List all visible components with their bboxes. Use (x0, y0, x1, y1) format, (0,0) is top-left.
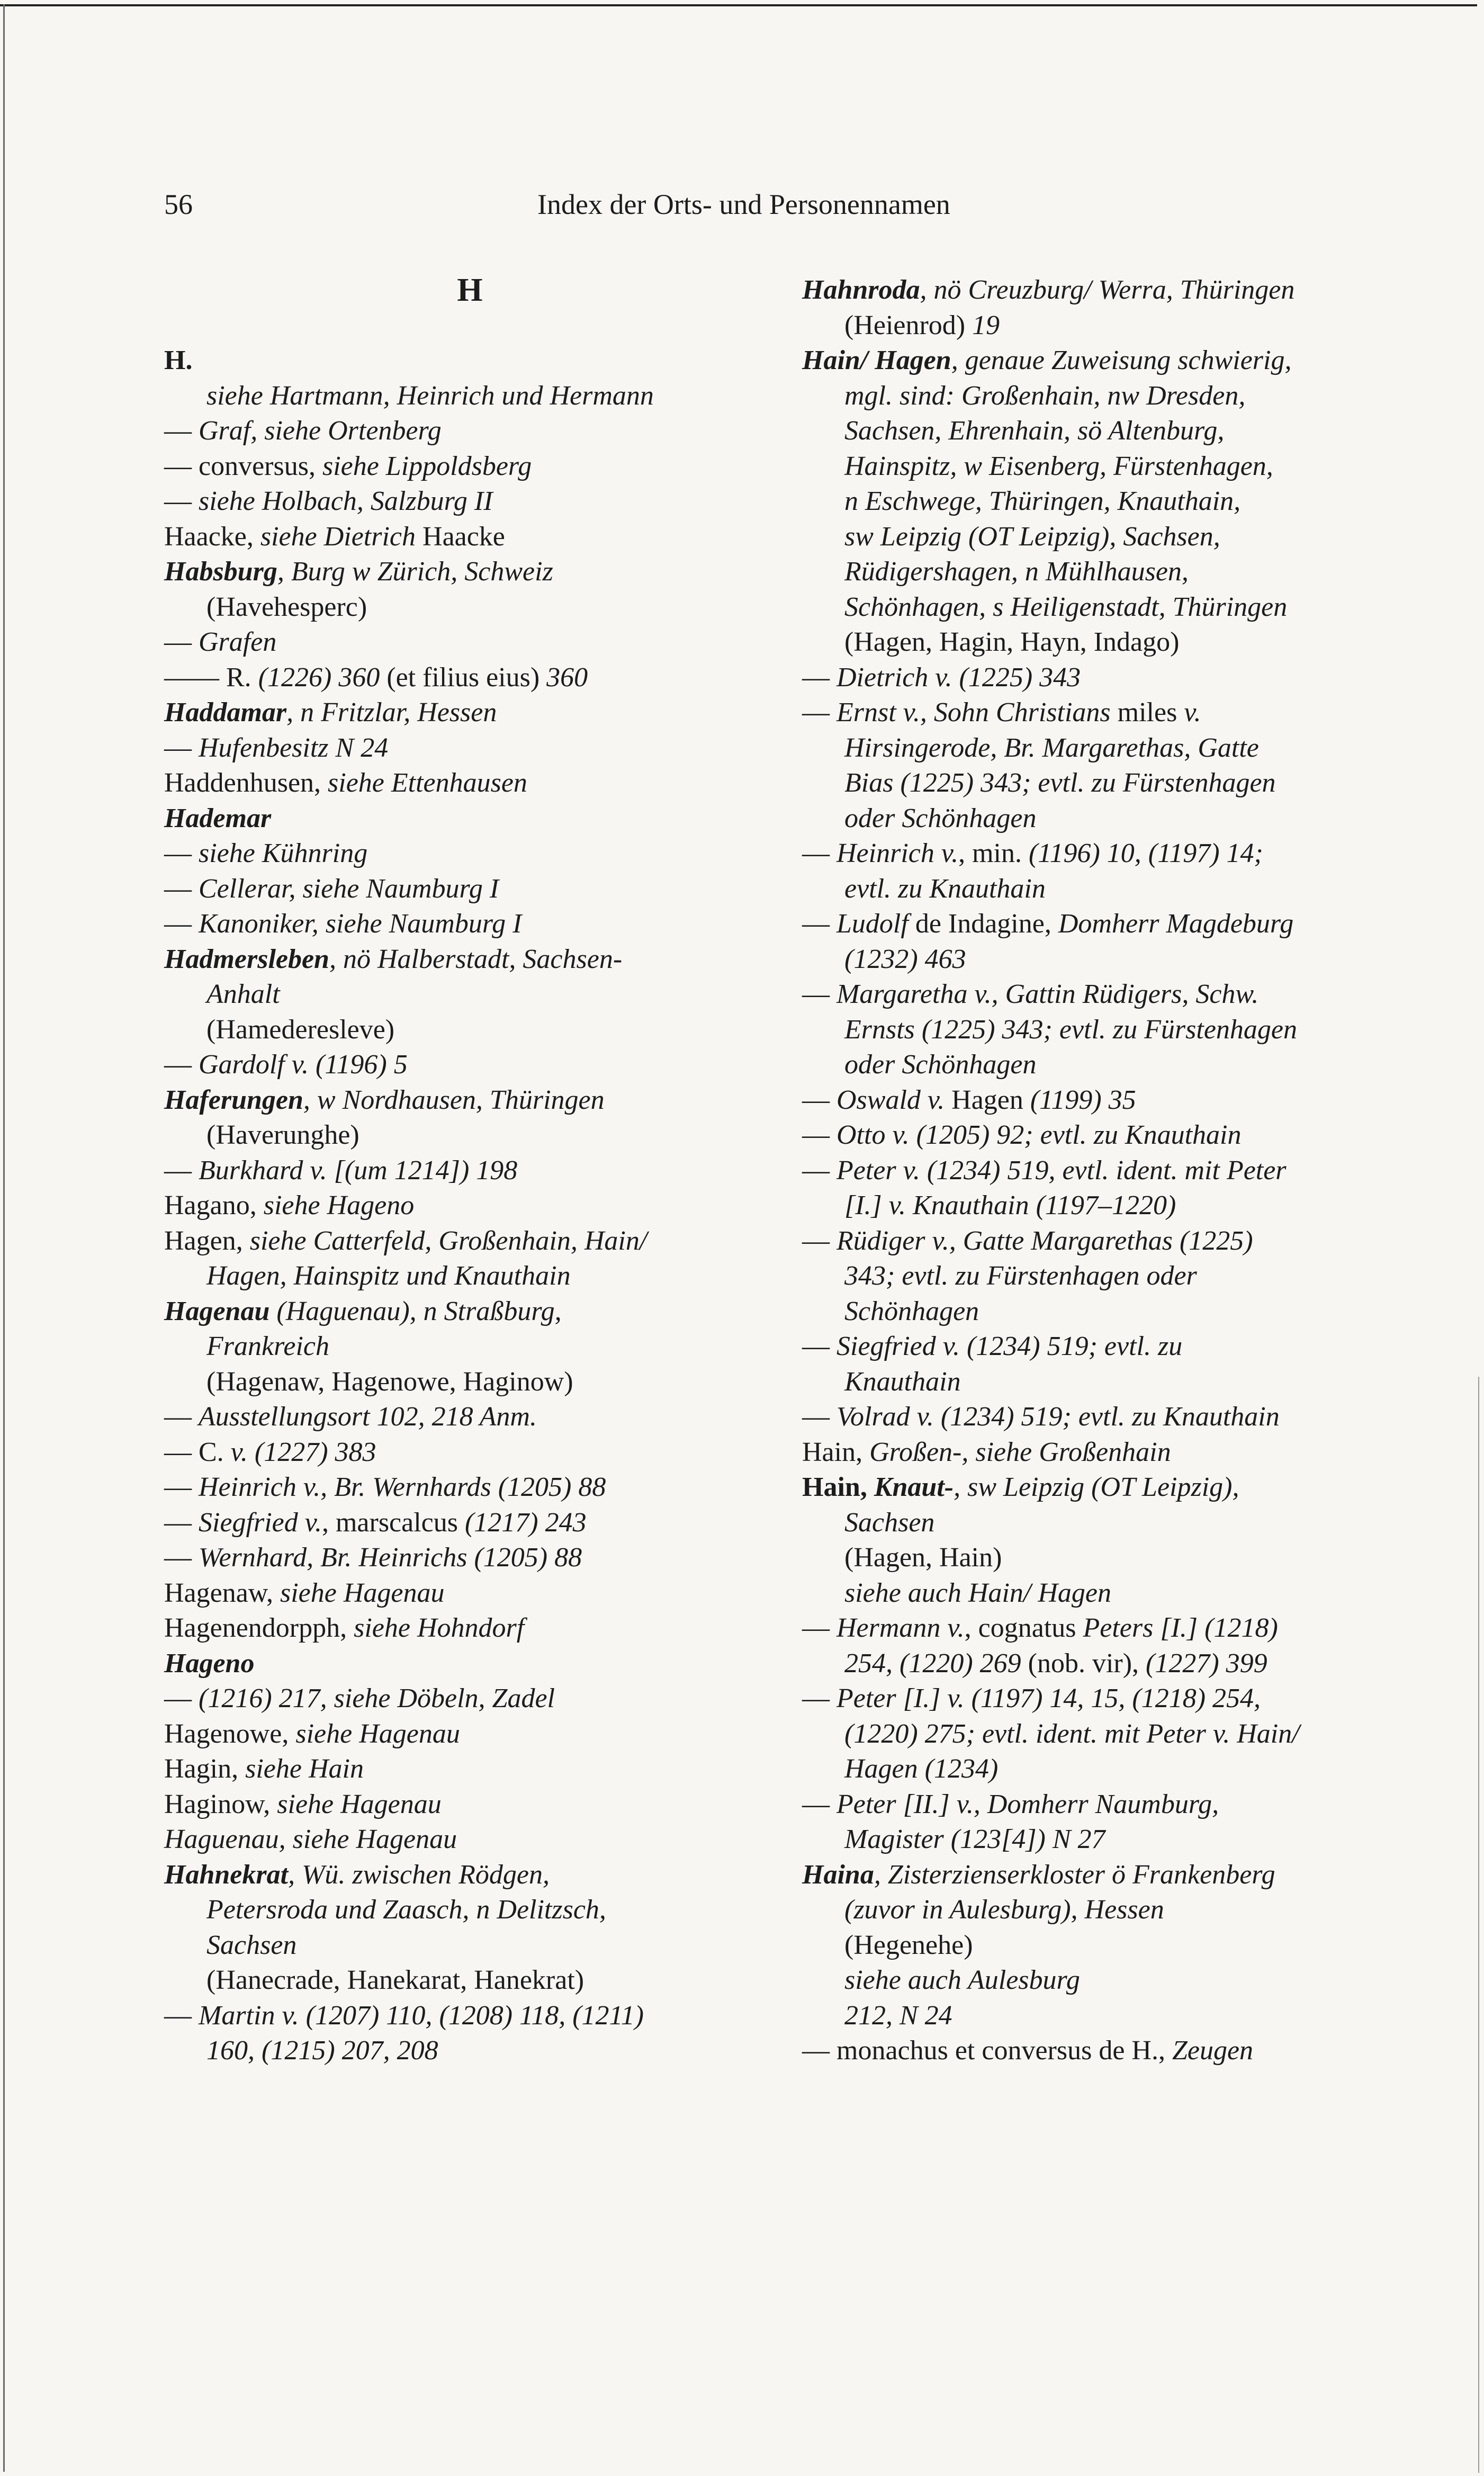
index-text: Volrad v. (1234) 519; evtl. zu Knauthain (837, 1402, 1280, 1432)
index-text: siehe Lippoldsberg (322, 451, 532, 481)
index-text: siehe Catterfeld, Großenhain, Hain/ (249, 1225, 647, 1256)
index-line (164, 1892, 712, 1928)
index-text: — (802, 909, 837, 939)
index-text: [I.] v. Knauthain (1197–1220) (844, 1190, 1176, 1221)
index-line (164, 1224, 712, 1259)
index-line (802, 1435, 1332, 1470)
index-text: (1220) 275; evtl. ident. mit Peter v. Hain/ (844, 1718, 1300, 1749)
index-text: Sachsen (844, 1507, 935, 1538)
index-line (802, 660, 1332, 696)
index-line (164, 1365, 712, 1400)
index-line (164, 1681, 712, 1717)
index-text: Peter [I.] v. (1197) 14, 15, (1218) 254, (837, 1683, 1261, 1714)
index-line (164, 1717, 712, 1752)
index-text: Burkhard v. [(um 1214]) 198 (199, 1155, 518, 1186)
index-text: Bias (1225) 343; evtl. zu Fürstenhagen (844, 768, 1276, 798)
index-text: (nob. vir), (1021, 1648, 1146, 1679)
index-line (164, 1752, 712, 1787)
index-line (802, 1470, 1332, 1505)
index-line (802, 1822, 1332, 1858)
index-text: Grafen (199, 627, 277, 657)
index-text: (Haverunghe) (206, 1120, 359, 1150)
index-text: , min. (958, 838, 1029, 868)
index-line (164, 695, 712, 731)
index-text: — (164, 1683, 199, 1714)
index-text: — (802, 697, 837, 728)
index-text: Hagen, (164, 1225, 250, 1256)
index-text: siehe Hagenau (277, 1789, 442, 1819)
index-line (802, 1047, 1332, 1083)
index-text: — C. (164, 1437, 231, 1467)
index-text: — (164, 486, 199, 516)
index-text: (Havehesperc) (206, 591, 367, 622)
index-text: Haferungen (164, 1084, 303, 1115)
index-text: Heinrich v. (837, 838, 959, 868)
index-text: siehe Holbach, Salzburg II (199, 486, 493, 516)
index-text: (zuvor in Aulesburg), Hessen (844, 1895, 1164, 1925)
index-line (164, 836, 712, 872)
index-text: Rüdigershagen, n Mühlhausen, (844, 557, 1189, 587)
index-line (802, 1505, 1332, 1541)
index-line (802, 1963, 1332, 1998)
right-page-edge (1478, 1377, 1479, 2473)
index-text: (Hegenehe) (844, 1930, 973, 1960)
index-text: Hagen, Hainspitz und Knauthain (206, 1261, 571, 1291)
index-text: Knauthain (844, 1366, 961, 1397)
index-line (164, 1400, 712, 1435)
index-line (802, 942, 1332, 977)
index-text: Hagano, (164, 1190, 264, 1221)
index-text: Ausstellungsort 102, 218 Anm. (199, 1402, 537, 1432)
index-text: , Zisterzienserkloster ö Frankenberg (874, 1859, 1275, 1890)
index-text: Cellerar, siehe Naumburg I (199, 873, 499, 904)
index-text: Hahnekrat (164, 1859, 289, 1890)
index-text: — (164, 873, 199, 904)
index-text: oder Schönhagen (844, 1049, 1037, 1080)
index-line (164, 449, 712, 485)
index-text: Hirsingerode, Br. Margarethas, Gatte (844, 732, 1259, 763)
index-text: v. (1227) 383 (230, 1437, 376, 1467)
index-line (164, 1259, 712, 1294)
index-text: Habsburg (164, 557, 277, 587)
index-line (164, 1435, 712, 1470)
index-line (164, 907, 712, 942)
index-text: , marscalcus (321, 1507, 465, 1538)
index-line (802, 836, 1332, 872)
index-line (802, 907, 1332, 942)
index-line (164, 1470, 712, 1505)
index-line (164, 1012, 712, 1048)
index-text: — (802, 662, 837, 693)
index-text: Haguenau, siehe Hagenau (164, 1824, 457, 1854)
index-line (802, 977, 1332, 1012)
index-text: (1226) 360 (258, 662, 380, 693)
index-text: de Indagine, (908, 909, 1058, 939)
index-line (164, 942, 712, 977)
index-text: Domherr Magdeburg (1058, 909, 1294, 939)
index-line (802, 414, 1332, 449)
index-line (802, 1540, 1332, 1576)
index-line (164, 1294, 712, 1330)
right-column (802, 273, 1332, 2069)
index-line (802, 484, 1332, 519)
index-text: Graf, siehe Ortenberg (199, 416, 442, 446)
index-text: Hademar (164, 803, 272, 833)
index-line (802, 872, 1332, 907)
index-text: (1227) 399 (1146, 1648, 1267, 1679)
index-text: , Wü. zwischen Rödgen, (288, 1859, 550, 1890)
index-text: — (164, 1402, 199, 1432)
index-text: — (164, 732, 199, 763)
index-text: Wernhard, Br. Heinrichs (1205) 88 (199, 1542, 582, 1573)
index-line (164, 1787, 712, 1823)
index-text: Hain, (802, 1437, 870, 1467)
index-line (164, 343, 712, 379)
index-line (802, 1083, 1332, 1118)
index-line (802, 1611, 1332, 1646)
index-text: siehe Hohndorf (354, 1613, 525, 1643)
index-text: — (802, 1683, 837, 1714)
index-line (164, 1928, 712, 1963)
index-line (164, 1822, 712, 1858)
index-text: Hagen (1234) (844, 1754, 999, 1784)
index-text: — (802, 979, 837, 1009)
left-page-edge (3, 4, 5, 2472)
index-line (164, 625, 712, 660)
index-text: Hagenau (164, 1296, 270, 1326)
index-text: 19 (972, 310, 1000, 340)
index-line (802, 731, 1332, 766)
index-line (164, 554, 712, 590)
index-text: Sachsen (206, 1930, 297, 1960)
index-text: Hermann v. (837, 1613, 965, 1643)
index-text: (Hanecrade, Hanekarat, Hanekrat) (206, 1965, 584, 1995)
index-text: Heinrich v., Br. Wernhards (1205) 88 (199, 1472, 606, 1502)
index-line (802, 625, 1332, 660)
index-text: (Hamederesleve) (206, 1014, 395, 1045)
index-text: siehe Hagenau (295, 1718, 460, 1749)
index-text: Großen-, siehe Großenhain (869, 1437, 1171, 1467)
index-text: Haina (802, 1859, 874, 1890)
index-text: siehe Ettenhausen (328, 768, 527, 798)
index-text: Knaut- (874, 1472, 954, 1502)
index-text: siehe Dietrich (260, 521, 416, 552)
index-line (164, 414, 712, 449)
index-text: Hagen (945, 1084, 1030, 1115)
index-line (164, 519, 712, 555)
index-line (164, 484, 712, 519)
index-text: Haginow, (164, 1789, 277, 1819)
index-text: , nö Halberstadt, Sachsen- (329, 944, 623, 974)
index-line (164, 1858, 712, 1893)
index-text: (Hagenaw, Hagenowe, Haginow) (206, 1366, 573, 1397)
index-text: siehe Kühnring (199, 838, 368, 868)
index-line (802, 590, 1332, 625)
index-text: Peter v. (1234) 519, evtl. ident. mit Peter (837, 1155, 1287, 1186)
index-text: Rüdiger v., Gatte Margarethas (1225) (837, 1225, 1253, 1256)
index-text: —— R. (164, 662, 258, 693)
index-text: miles (1110, 697, 1184, 728)
index-line (164, 379, 712, 414)
index-text: oder Schönhagen (844, 803, 1037, 833)
index-line (164, 1329, 712, 1365)
index-line (802, 519, 1332, 555)
index-text: Peters [I.] (1218) (1083, 1613, 1278, 1643)
index-line (802, 1928, 1332, 1963)
index-text: — (164, 1542, 199, 1573)
index-text: (Hagen, Hain) (844, 1542, 1002, 1573)
index-line (164, 1083, 712, 1118)
index-line (802, 1224, 1332, 1259)
index-text: siehe Hagenau (280, 1577, 445, 1608)
index-line (802, 1012, 1332, 1048)
index-text: Hain/ Hagen (802, 345, 951, 375)
index-text: — (802, 1402, 837, 1432)
index-text: 160, (1215) 207, 208 (206, 2035, 438, 2066)
index-line (802, 554, 1332, 590)
index-text: Haddenhusen, (164, 768, 328, 798)
index-text: , sw Leipzig (OT Leipzig), (954, 1472, 1239, 1502)
index-text: Ernst v., Sohn Christians (837, 697, 1111, 728)
index-line (802, 1892, 1332, 1928)
index-text: Haacke (416, 521, 505, 552)
index-line (802, 379, 1332, 414)
index-text: Anhalt (206, 979, 280, 1009)
index-line (802, 308, 1332, 344)
index-text: Gardolf v. (1196) 5 (199, 1049, 408, 1080)
index-text: Hahnroda (802, 275, 920, 305)
index-text: Hagenowe, (164, 1718, 296, 1749)
index-line (802, 766, 1332, 801)
index-text: Otto v. (1205) 92; evtl. zu Knauthain (837, 1120, 1242, 1150)
index-text: Hainspitz, w Eisenberg, Fürstenhagen, (844, 451, 1273, 481)
index-text: — (802, 1225, 837, 1256)
index-text: Peter [II.] v., Domherr Naumburg, (837, 1789, 1219, 1819)
index-text: Margaretha v., Gattin Rüdigers, Schw. (837, 979, 1259, 1009)
index-line (802, 343, 1332, 379)
index-text: (1232) 463 (844, 944, 966, 974)
page-header (164, 188, 1329, 230)
index-text: Siegfried v. (1234) 519; evtl. zu (837, 1331, 1183, 1361)
index-text: — (802, 1331, 837, 1361)
index-line (802, 1118, 1332, 1153)
index-text: — (164, 909, 199, 939)
index-line (164, 977, 712, 1012)
index-text: siehe auch Aulesburg (844, 1965, 1080, 1995)
index-text: Martin v. (1207) 110, (1208) 118, (1211) (199, 2000, 644, 2031)
index-line (164, 1646, 712, 1682)
index-line (802, 1294, 1332, 1330)
index-text: Haddamar (164, 697, 287, 728)
index-text: Hageno (164, 1648, 255, 1679)
index-text: (Heienrod) (844, 310, 973, 340)
index-text: Petersroda und Zaasch, n Delitzsch, (206, 1895, 606, 1925)
index-text: siehe Hageno (263, 1190, 415, 1221)
index-text: Ernsts (1225) 343; evtl. zu Fürstenhagen (844, 1014, 1298, 1045)
index-text: Hagenendorpph, (164, 1613, 354, 1643)
index-text: Hufenbesitz N 24 (199, 732, 389, 763)
section-letter: H (457, 272, 483, 308)
index-text: — (802, 1155, 837, 1186)
index-text: Haacke, (164, 521, 260, 552)
index-line (802, 1329, 1332, 1365)
index-text: Siegfried v. (199, 1507, 322, 1538)
index-text: Sachsen, Ehrenhain, sö Altenburg, (844, 416, 1225, 446)
index-text: — conversus, (164, 451, 322, 481)
index-text: (1216) 217, siehe Döbeln, Zadel (199, 1683, 555, 1714)
index-line (802, 449, 1332, 485)
index-text: Ludolf (837, 909, 909, 939)
index-text: 343; evtl. zu Fürstenhagen oder (844, 1261, 1197, 1291)
index-text: 212, N 24 (844, 2000, 952, 2031)
index-text: (1199) 35 (1030, 1084, 1136, 1115)
index-line (164, 1611, 712, 1646)
index-text: sw Leipzig (OT Leipzig), Sachsen, (844, 521, 1220, 552)
page-number: 56 (164, 189, 193, 220)
index-text: Schönhagen (844, 1296, 979, 1326)
index-text: — monachus et conversus de H., (802, 2035, 1172, 2066)
index-line (164, 1576, 712, 1611)
index-text: , Burg w Zürich, Schweiz (277, 557, 553, 587)
index-text: — (802, 1084, 837, 1115)
index-line (164, 1505, 712, 1541)
index-text: — (802, 838, 837, 868)
index-text: — (802, 1613, 837, 1643)
index-text: — (164, 1507, 199, 1538)
index-line (164, 2033, 712, 2069)
index-text: (Haguenau), n Straßburg, (269, 1296, 562, 1326)
index-text: evtl. zu Knauthain (844, 873, 1046, 904)
index-line (802, 801, 1332, 837)
index-text: siehe Hartmann, Heinrich und Hermann (206, 380, 654, 411)
index-text: , nö Creuzburg/ Werra, Thüringen (920, 275, 1295, 305)
index-text: — (164, 1049, 199, 1080)
index-text: v. (1184, 697, 1201, 728)
index-line (802, 2033, 1332, 2069)
index-line (802, 1646, 1332, 1682)
index-text: — (164, 1155, 199, 1186)
index-text: — (164, 838, 199, 868)
index-line (802, 273, 1332, 308)
index-text: , w Nordhausen, Thüringen (303, 1084, 605, 1115)
index-text: Hain, (802, 1472, 874, 1502)
index-line (164, 1188, 712, 1224)
index-text: 360 (546, 662, 588, 693)
index-text: Schönhagen, s Heiligenstadt, Thüringen (844, 591, 1288, 622)
index-line (802, 1787, 1332, 1823)
index-line (164, 872, 712, 907)
index-line (164, 1963, 712, 1998)
index-text: — (802, 1120, 837, 1150)
index-text: Dietrich v. (1225) 343 (837, 662, 1081, 693)
index-line (802, 1400, 1332, 1435)
index-text: , cognatus (964, 1613, 1083, 1643)
index-line (164, 731, 712, 766)
index-text: siehe Hain (245, 1754, 364, 1784)
index-line (802, 1858, 1332, 1893)
index-line (802, 1717, 1332, 1752)
index-line (164, 801, 712, 837)
index-text: Oswald v. (837, 1084, 945, 1115)
index-line (164, 590, 712, 625)
index-text: Hagin, (164, 1754, 246, 1784)
index-text: Hagenaw, (164, 1577, 280, 1608)
index-text: (1217) 243 (464, 1507, 587, 1538)
index-text: Kanoniker, siehe Naumburg I (199, 909, 522, 939)
index-line (164, 1118, 712, 1153)
index-text: siehe auch Hain/ Hagen (844, 1577, 1112, 1608)
index-text: Hadmersleben (164, 944, 329, 974)
index-text: — (164, 1472, 199, 1502)
index-line (802, 1681, 1332, 1717)
index-text: (Hagen, Hagin, Hayn, Indago) (844, 627, 1180, 657)
index-text: Zeugen (1172, 2035, 1254, 2066)
left-column (164, 273, 712, 2069)
index-text: n Eschwege, Thüringen, Knauthain, (844, 486, 1241, 516)
index-text: — (164, 2000, 199, 2031)
index-line (164, 660, 712, 696)
top-rule (0, 4, 1477, 6)
index-text: (et filius eius) (380, 662, 547, 693)
index-line (802, 1752, 1332, 1787)
index-line (802, 1365, 1332, 1400)
index-line (802, 1188, 1332, 1224)
index-text: , genaue Zuweisung schwierig, (951, 345, 1292, 375)
index-line (164, 766, 712, 801)
index-text: mgl. sind: Großenhain, nw Dresden, (844, 380, 1246, 411)
running-title: Index der Orts- und Personennamen (537, 189, 950, 220)
index-text: 254, (1220) 269 (844, 1648, 1021, 1679)
index-text: Magister (123[4]) N 27 (844, 1824, 1105, 1854)
index-line (802, 695, 1332, 731)
index-line (802, 1576, 1332, 1611)
index-line (802, 1998, 1332, 2034)
index-text: H. (164, 345, 193, 375)
index-text: — (802, 1789, 837, 1819)
index-text: , n Fritzlar, Hessen (286, 697, 497, 728)
index-text: — (164, 627, 199, 657)
index-line (164, 1998, 712, 2034)
index-line (802, 1259, 1332, 1294)
index-text: Frankreich (206, 1331, 329, 1361)
index-line (802, 1153, 1332, 1189)
index-line (164, 1153, 712, 1189)
index-line (164, 1540, 712, 1576)
index-text: — (164, 416, 199, 446)
index-line (164, 1047, 712, 1083)
index-text: (1196) 10, (1197) 14; (1028, 838, 1263, 868)
